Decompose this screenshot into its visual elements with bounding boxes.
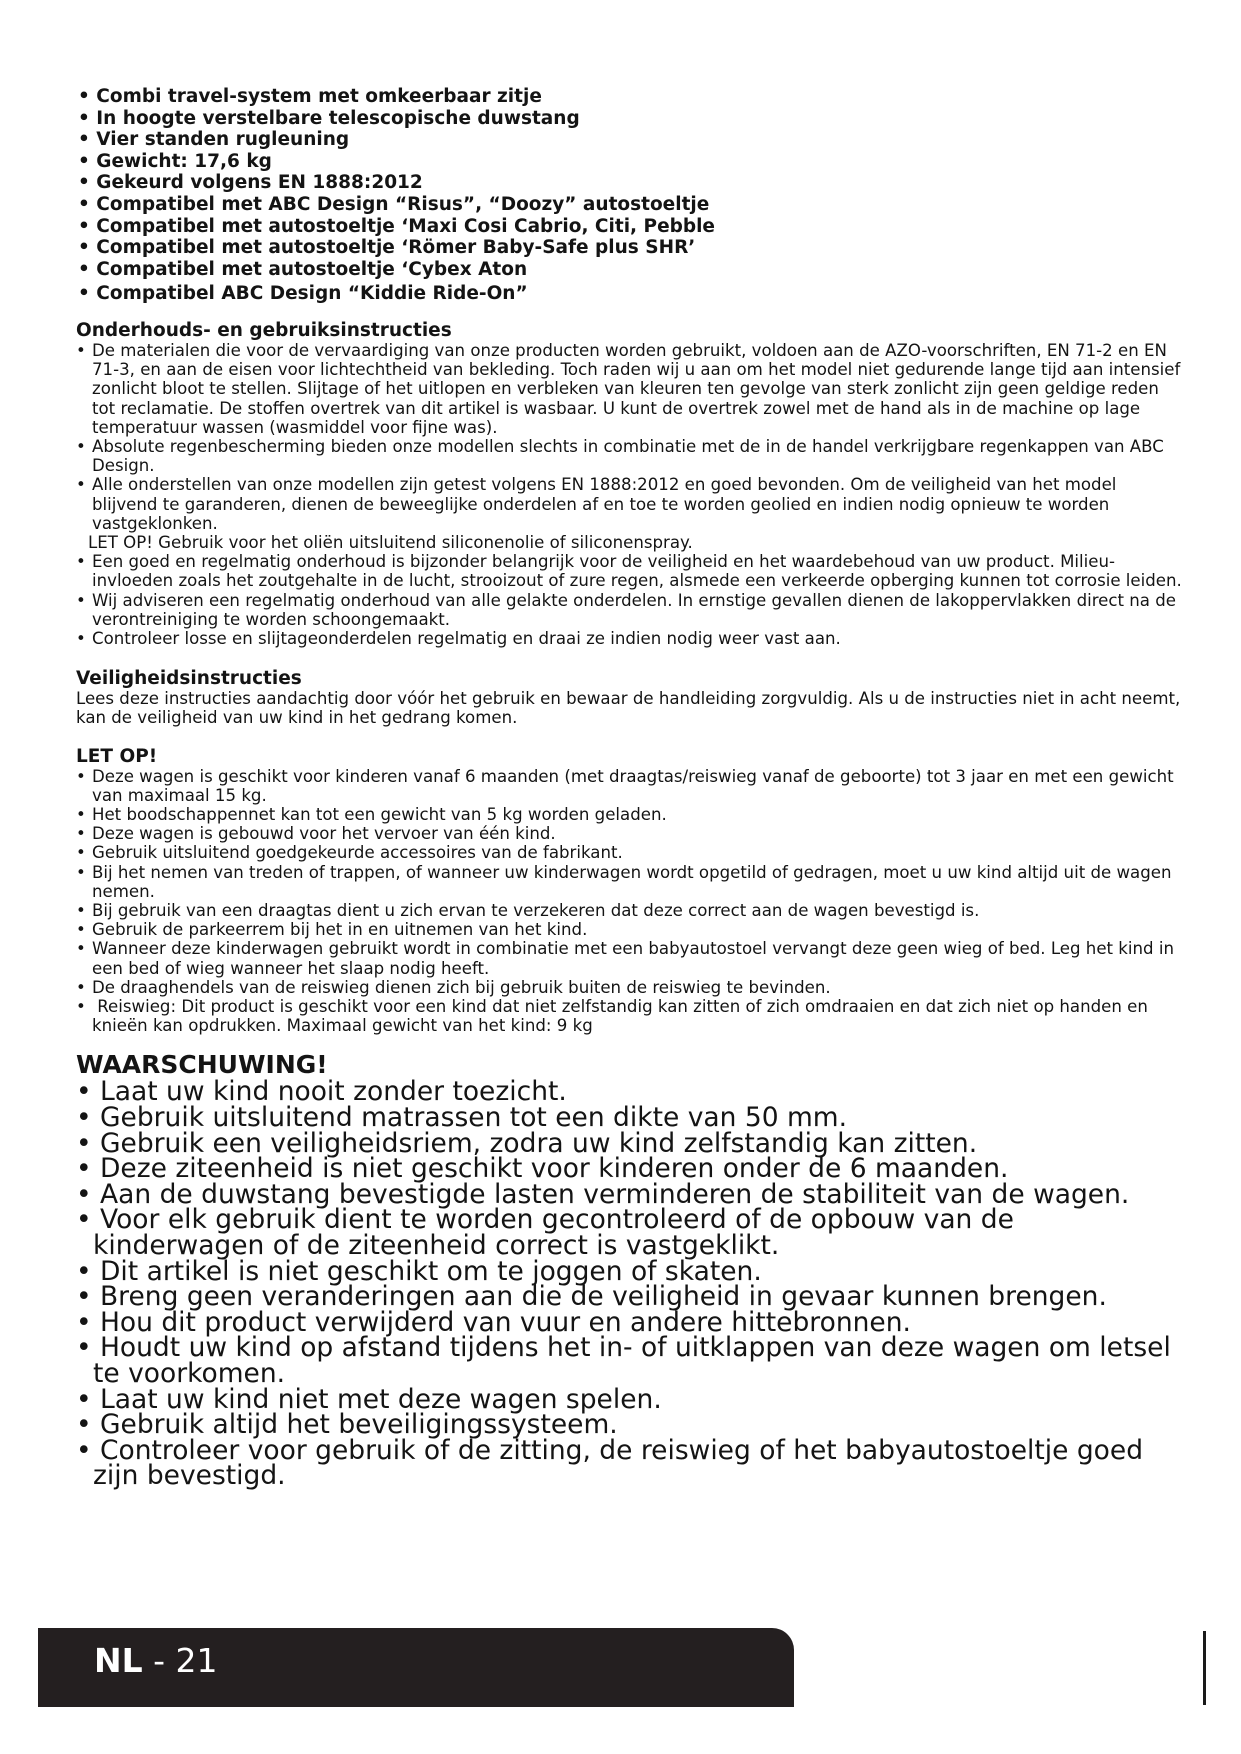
maintenance-list-2 — [76, 552, 1186, 648]
feature-text: Combi travel-system met omkeerbaar zitje — [96, 86, 542, 107]
warning-item-text: Houdt uw kind op afstand tijdens het in- of uitklappen van deze wagen om letsel te voorkomen. — [93, 1332, 1171, 1389]
feature-text: Compatibel met autostoeltje ‘Maxi Cosi Cabrio, Citi, Pebble — [96, 215, 715, 237]
maintenance-item-text: Alle onderstellen van onze modellen zijn getest volgens EN 1888:2012 en goed bevonden. Om de veiligheid van het model blijvend te garanderen, dienen de beweeglijke onderdelen af en toe te worden geolied en indien nodig opnieuw te worden vastgeklonken. — [92, 475, 1117, 533]
oil-note: LET OP! Gebruik voor het oliën uitsluitend siliconenolie of siliconenspray. — [88, 532, 693, 552]
feature-text: Compatibel ABC Design “Kiddie Ride-On” — [96, 283, 528, 305]
feature-text: Compatibel met ABC Design “Risus”, “Doozy” autostoeltje — [96, 193, 710, 215]
caution-item-text: Bij gebruik van een draagtas dient u zich ervan te verzekeren dat deze correct aan de wagen bevestigd is. — [92, 901, 980, 921]
caution-item-text: Reiswieg: Dit product is geschikt voor een kind dat niet zelfstandig kan zitten of zich omdraaien en dat zich niet op handen en knieën kan opdrukken. Maximaal gewicht van het kind: 9 kg — [92, 997, 1148, 1036]
document-page — [76, 86, 1186, 1492]
warning-item-text: Gebruik een veiligheidsriem, zodra uw kind zelfstandig kan zitten. — [100, 1127, 978, 1159]
caution-item: • Reiswieg: Dit product is geschikt voor een kind dat niet zelfstandig kan zitten of zich omdraaien en dat zich niet op handen en knieën kan opdrukken. Maximaal gewicht van het kind: 9 kg — [76, 997, 1148, 1036]
warning-item: • Gebruik altijd het beveiligingssysteem. — [76, 1409, 618, 1441]
caution-item-text: Gebruik de parkeerrem bij het in en uitnemen van het kind. — [92, 920, 588, 940]
warning-item-text: Aan de duwstang bevestigde lasten verminderen de stabiliteit van de wagen. — [100, 1178, 1130, 1210]
warning-heading: WAARSCHUWING! — [76, 1050, 328, 1080]
warning-item-text: Laat uw kind nooit zonder toezicht. — [100, 1076, 567, 1108]
maintenance-list — [76, 341, 1186, 533]
feature-text: In hoogte verstelbare telescopische duwstang — [96, 107, 580, 129]
feature-text: Vier standen rugleuning — [96, 129, 350, 151]
safety-section — [76, 668, 1186, 727]
caution-item: • Het boodschappennet kan tot een gewicht van 5 kg worden geladen. — [76, 805, 667, 824]
warning-section — [76, 1050, 1186, 1492]
warning-item: • Deze ziteenheid is niet geschikt voor kinderen onder de 6 maanden. — [76, 1153, 1009, 1185]
footer-separator: - — [142, 1641, 176, 1680]
caution-heading: LET OP! — [76, 745, 158, 767]
feature-item — [76, 237, 1186, 259]
warning-item: • Hou dit product verwijderd van vuur en andere hittebronnen. — [76, 1306, 911, 1338]
caution-item: • Deze wagen is geschikt voor kinderen vanaf 6 maanden (met draagtas/reiswieg vanaf de geboorte) tot 3 jaar en met een gewicht van maximaal 15 kg. — [76, 766, 1174, 805]
warning-item-text: Hou dit product verwijderd van vuur en andere hittebronnen. — [100, 1306, 911, 1338]
warning-item: • Dit artikel is niet geschikt om te joggen of skaten. — [76, 1255, 762, 1287]
caution-item-text: Bij het nemen van treden of trappen, of wanneer uw kinderwagen wordt opgetild of gedragen, moet u uw kind altijd uit de wagen nemen. — [92, 862, 1172, 901]
warning-item: • Houdt uw kind op afstand tijdens het in- of uitklappen van deze wagen om letsel te voorkomen. — [76, 1332, 1171, 1389]
caution-item: • Gebruik de parkeerrem bij het in en uitnemen van het kind. — [76, 920, 588, 940]
feature-text: Compatibel met autostoeltje ‘Cybex Aton — [96, 258, 528, 280]
feature-item — [76, 108, 1186, 130]
warning-item-text: Deze ziteenheid is niet geschikt voor kinderen onder de 6 maanden. — [100, 1153, 1009, 1185]
warning-item-text: Dit artikel is niet geschikt om te joggen of skaten. — [100, 1255, 762, 1287]
feature-item — [76, 172, 1186, 194]
page-number — [94, 1641, 218, 1681]
warning-item-text: Laat uw kind niet met deze wagen spelen. — [100, 1383, 662, 1415]
maintenance-item: • Een goed en regelmatig onderhoud is bijzonder belangrijk voor de veiligheid en het waardebehoud van uw product. Milieu-invloeden zoals het zoutgehalte in de lucht, strooizout of zure regen, alsmede een verkeerde opberging kunnen tot corrosie leiden. — [76, 552, 1182, 591]
warning-item: • Voor elk gebruik dient te worden gecontroleerd of de opbouw van de kinderwagen of de ziteenheid correct is vastgeklikt. — [76, 1204, 1014, 1261]
warning-item: • Controleer voor gebruik of de zitting, de reiswieg of het babyautostoeltje goed zijn bevestigd. — [76, 1434, 1144, 1492]
maintenance-item-text: Absolute regenbescherming bieden onze modellen slechts in combinatie met de in de handel verkrijgbare regenkappen van ABC Design. — [92, 436, 1164, 476]
feature-item — [76, 129, 1186, 151]
feature-list — [76, 86, 1186, 305]
warning-list — [76, 1076, 1186, 1492]
warning-item-text: Breng geen veranderingen aan die de veiligheid in gevaar kunnen brengen. — [100, 1281, 1107, 1313]
caution-item-text: Wanneer deze kinderwagen gebruikt wordt in combinatie met een babyautostoel vervangt deze geen wieg of bed. Leg het kind in een bed of wieg wanneer het slaap nodig heeft. — [92, 939, 1174, 978]
footer-language: NL — [94, 1641, 143, 1680]
warning-item: • Breng geen veranderingen aan die de veiligheid in gevaar kunnen brengen. — [76, 1281, 1107, 1313]
caution-item: • Deze wagen is gebouwd voor het vervoer van één kind. — [76, 824, 556, 844]
warning-item-text: Gebruik uitsluitend matrassen tot een dikte van 50 mm. — [100, 1102, 848, 1134]
maintenance-item: • De materialen die voor de vervaardiging van onze producten worden gebruikt, voldoen aan de AZO-voorschriften, EN 71-2 en EN 71-3, en aan de eisen voor lichtechtheid van bekleding. Toch raden wij u aan om het model niet gedurende lange tijd aan intensief zonlicht bloot te stellen. Slijtage of het uitlopen en verbleken van kleuren ten gevolge van sterk zonlicht zijn geen geldige reden tot reclamatie. De stoffen overtrek van dit artikel is wasbaar. U kunt de overtrek zowel met de hand als in de machine op lage temperatuur wassen (wasmiddel voor fijne was). — [76, 340, 1181, 437]
maintenance-item-text: Een goed en regelmatig onderhoud is bijzonder belangrijk voor de veiligheid en het waardebehoud van uw product. Milieu-invloeden zoals het zoutgehalte in de lucht, strooizout of zure regen, alsmede een verkeerde opberging kunnen tot corrosie leiden. — [92, 552, 1182, 591]
caution-item: • Bij het nemen van treden of trappen, of wanneer uw kinderwagen wordt opgetild of gedragen, moet u uw kind altijd uit de wagen nemen. — [76, 862, 1172, 901]
maintenance-section — [76, 320, 1186, 648]
maintenance-item-text: Controleer losse en slijtageonderdelen regelmatig en draai ze indien nodig weer vast aan. — [92, 628, 841, 648]
caution-item-text: De draaghendels van de reiswieg dienen zich bij gebruik buiten de reiswieg te bevinden. — [92, 977, 831, 997]
warning-item-text: Gebruik altijd het beveiligingssysteem. — [100, 1409, 618, 1441]
warning-item: • Aan de duwstang bevestigde lasten verminderen de stabiliteit van de wagen. — [76, 1178, 1130, 1210]
feature-text: Compatibel met autostoeltje ‘Römer Baby-Safe plus SHR’ — [96, 237, 696, 259]
warning-item: • Gebruik uitsluitend matrassen tot een dikte van 50 mm. — [76, 1102, 848, 1134]
warning-item: • Laat uw kind niet met deze wagen spelen. — [76, 1383, 662, 1415]
caution-item-text: Deze wagen is gebouwd voor het vervoer van één kind. — [92, 824, 556, 844]
margin-rule — [1203, 1631, 1206, 1705]
caution-item: • Bij gebruik van een draagtas dient u zich ervan te verzekeren dat deze correct aan de wagen bevestigd is. — [76, 901, 980, 921]
feature-item — [76, 151, 1186, 173]
warning-item-text: Controleer voor gebruik of de zitting, de reiswieg of het babyautostoeltje goed zijn bevestigd. — [93, 1434, 1144, 1492]
maintenance-item: • Wij adviseren een regelmatig onderhoud van alle gelakte onderdelen. In ernstige gevallen dienen de lakoppervlakken direct na de verontreiniging te worden schoongemaakt. — [76, 590, 1176, 629]
caution-item-text: Het boodschappennet kan tot een gewicht van 5 kg worden geladen. — [92, 805, 667, 824]
caution-section — [76, 746, 1186, 1036]
maintenance-heading: Onderhouds- en gebruiksinstructies — [76, 319, 452, 341]
caution-item: • Gebruik uitsluitend goedgekeurde accessoires van de fabrikant. — [76, 843, 623, 863]
feature-item — [76, 194, 1186, 216]
caution-list — [76, 767, 1186, 1036]
caution-item: • De draaghendels van de reiswieg dienen zich bij gebruik buiten de reiswieg te bevinden. — [76, 977, 831, 997]
safety-text: Lees deze instructies aandachtig door vóór het gebruik en bewaar de handleiding zorgvuldig. Als u de instructies niet in acht neemt, kan de veiligheid van uw kind in het gedrang komen. — [76, 689, 1181, 728]
maintenance-item: • Controleer losse en slijtageonderdelen regelmatig en draai ze indien nodig weer vast aan. — [76, 628, 841, 648]
maintenance-item-text: Wij adviseren een regelmatig onderhoud van alle gelakte onderdelen. In ernstige gevallen dienen de lakoppervlakken direct na de verontreiniging te worden schoongemaakt. — [92, 590, 1176, 629]
caution-item-text: Deze wagen is geschikt voor kinderen vanaf 6 maanden (met draagtas/reiswieg vanaf de geboorte) tot 3 jaar en met een gewicht van maximaal 15 kg. — [92, 766, 1174, 805]
feature-item — [76, 259, 1186, 281]
warning-item-text: Voor elk gebruik dient te worden gecontroleerd of de opbouw van de kinderwagen of de ziteenheid correct is vastgeklikt. — [93, 1204, 1014, 1261]
feature-item — [76, 216, 1186, 238]
maintenance-item-text: De materialen die voor de vervaardiging van onze producten worden gebruikt, voldoen aan de AZO-voorschriften, EN 71-2 en EN 71-3, en aan de eisen voor lichtechtheid van bekleding. Toch raden wij u aan om het model niet gedurende lange tijd aan intensief zonlicht bloot te stellen. Slijtage of het uitlopen en verbleken van kleuren ten gevolge van sterk zonlicht zijn geen geldige reden tot reclamatie. De stoffen overtrek van dit artikel is wasbaar. U kunt de overtrek zowel met de hand als in de machine op lage temperatuur wassen (wasmiddel voor fijne was). — [92, 340, 1181, 437]
feature-item — [76, 283, 1186, 305]
warning-item: • Laat uw kind nooit zonder toezicht. — [76, 1076, 567, 1108]
feature-text: Gekeurd volgens EN 1888:2012 — [96, 172, 423, 194]
footer-page: 21 — [175, 1641, 218, 1680]
caution-item-text: Gebruik uitsluitend goedgekeurde accessoires van de fabrikant. — [92, 843, 623, 863]
warning-item: • Gebruik een veiligheidsriem, zodra uw kind zelfstandig kan zitten. — [76, 1127, 978, 1159]
feature-item — [76, 86, 1186, 108]
maintenance-item: • Alle onderstellen van onze modellen zijn getest volgens EN 1888:2012 en goed bevonden. Om de veiligheid van het model blijvend te garanderen, dienen de beweeglijke onderdelen af en toe te worden geolied en indien nodig opnieuw te worden vastgeklonken. — [76, 475, 1117, 533]
footer-bar — [38, 1628, 794, 1707]
caution-item: • Wanneer deze kinderwagen gebruikt wordt in combinatie met een babyautostoel vervangt deze geen wieg of bed. Leg het kind in een bed of wieg wanneer het slaap nodig heeft. — [76, 939, 1174, 978]
feature-text: Gewicht: 17,6 kg — [96, 150, 272, 172]
safety-heading: Veiligheidsinstructies — [76, 668, 302, 690]
maintenance-item: • Absolute regenbescherming bieden onze modellen slechts in combinatie met de in de handel verkrijgbare regenkappen van ABC Design. — [76, 436, 1164, 476]
